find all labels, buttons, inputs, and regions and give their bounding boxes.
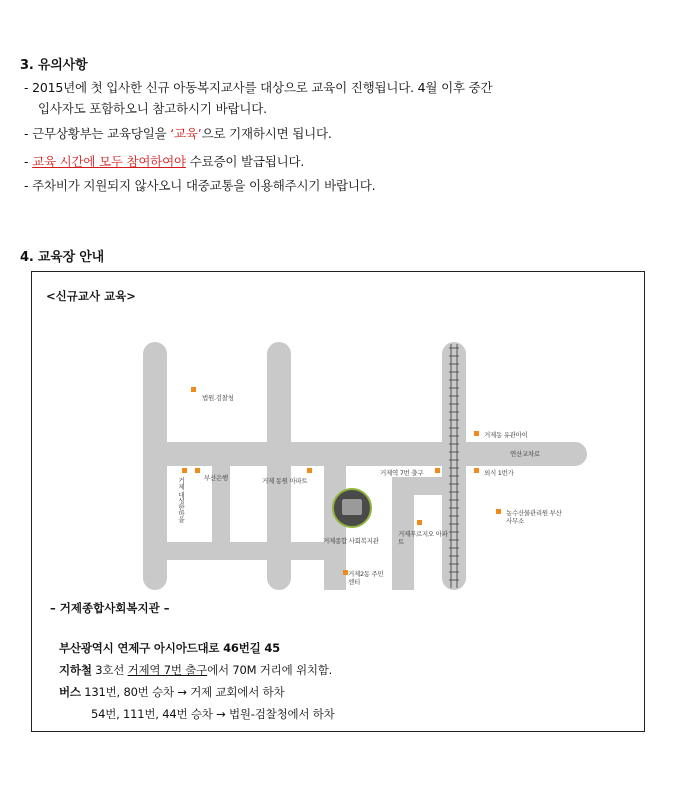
- notice-item-1: - 2015년에 첫 입사한 신규 아동복지교사를 대상으로 교육이 진행됩니다. 4월 이후 중간: [24, 80, 493, 95]
- section-3-title: 3. 유의사항: [20, 58, 88, 73]
- label-apt2: 거제푸르지오 아파트: [398, 530, 448, 546]
- welfare-center-mark: [332, 488, 372, 528]
- label-busan-bank: 부산은행: [204, 474, 228, 482]
- notice-item-2: [24, 124, 332, 142]
- notice-item-2-highlight: ‘교육’: [170, 126, 202, 141]
- notice-item-3-dash: -: [24, 154, 33, 169]
- bus-line-2: 54번, 111번, 44번 승차 → 법원-검찰청에서 하차: [91, 707, 335, 721]
- label-center: 거제종합 사회복지관: [323, 537, 379, 545]
- notice-item-3-highlight: 교육 시간에 모두 참여하여야: [32, 154, 186, 169]
- notice-item-4: - 주차비가 지원되지 않사오니 대중교통을 이용해주시기 바랍니다.: [24, 178, 376, 193]
- subway-text-2: 에서 70M 거리에 위치함.: [207, 663, 333, 677]
- place-title: – 거제종합사회복지관 –: [50, 601, 170, 615]
- label-exit7: 거제역 7번 출구: [380, 469, 424, 477]
- notice-item-1-cont: 입사자도 포함하오니 참고하시기 바랍니다.: [38, 101, 267, 116]
- bus-label: 버스: [59, 685, 81, 699]
- label-apt: 거제 동원 아파트: [262, 477, 308, 485]
- label-yeonsan-road: 연산교차로: [510, 450, 540, 458]
- marker-busan-bank: [195, 468, 200, 473]
- label-church: 거제동 유관아이: [484, 431, 528, 439]
- railway: [448, 344, 460, 588]
- notice-item-3-tail: 수료증이 발급됩니다.: [185, 154, 305, 169]
- label-court: 법원.검찰청: [202, 394, 234, 402]
- label-community: 거제2동 주민센터: [348, 570, 384, 586]
- section-4-title: 4. 교육장 안내: [20, 250, 105, 265]
- notice-item-2-text: - 근무상황부는 교육당일을: [24, 126, 171, 141]
- label-hospital: 외식 1번가: [484, 469, 514, 477]
- marker-apt: [307, 468, 312, 473]
- marker-fsc: [496, 509, 501, 514]
- notice-item-3: [24, 152, 304, 170]
- address-line: 부산광역시 연제구 아시아드대로 46번길 45: [59, 641, 280, 655]
- bus-line-1: [59, 684, 284, 700]
- road-horizontal-lower: [143, 542, 343, 560]
- marker-court: [191, 387, 196, 392]
- marker-hospital: [474, 468, 479, 473]
- subway-text-1: 3호선: [91, 663, 128, 677]
- map-caption: <신규교사 교육>: [46, 289, 136, 303]
- marker-apt2: [417, 520, 422, 525]
- map-box: [31, 271, 645, 732]
- bus-route-1: 131번, 80번 승차 → 거제 교회에서 하차: [80, 685, 285, 699]
- notice-item-2-tail: 으로 기재하시면 됩니다.: [201, 126, 332, 141]
- subway-station: 거제역 7번 출구: [127, 663, 208, 677]
- label-left-vertical: 거제 대성한마을: [177, 477, 185, 523]
- label-fsc: 농수산물관리원 부산사무소: [506, 509, 562, 525]
- subway-label: 지하철: [59, 663, 92, 677]
- subway-line: [59, 662, 332, 678]
- marker-left-vertical: [182, 468, 187, 473]
- marker-church: [474, 431, 479, 436]
- marker-exit7: [435, 468, 440, 473]
